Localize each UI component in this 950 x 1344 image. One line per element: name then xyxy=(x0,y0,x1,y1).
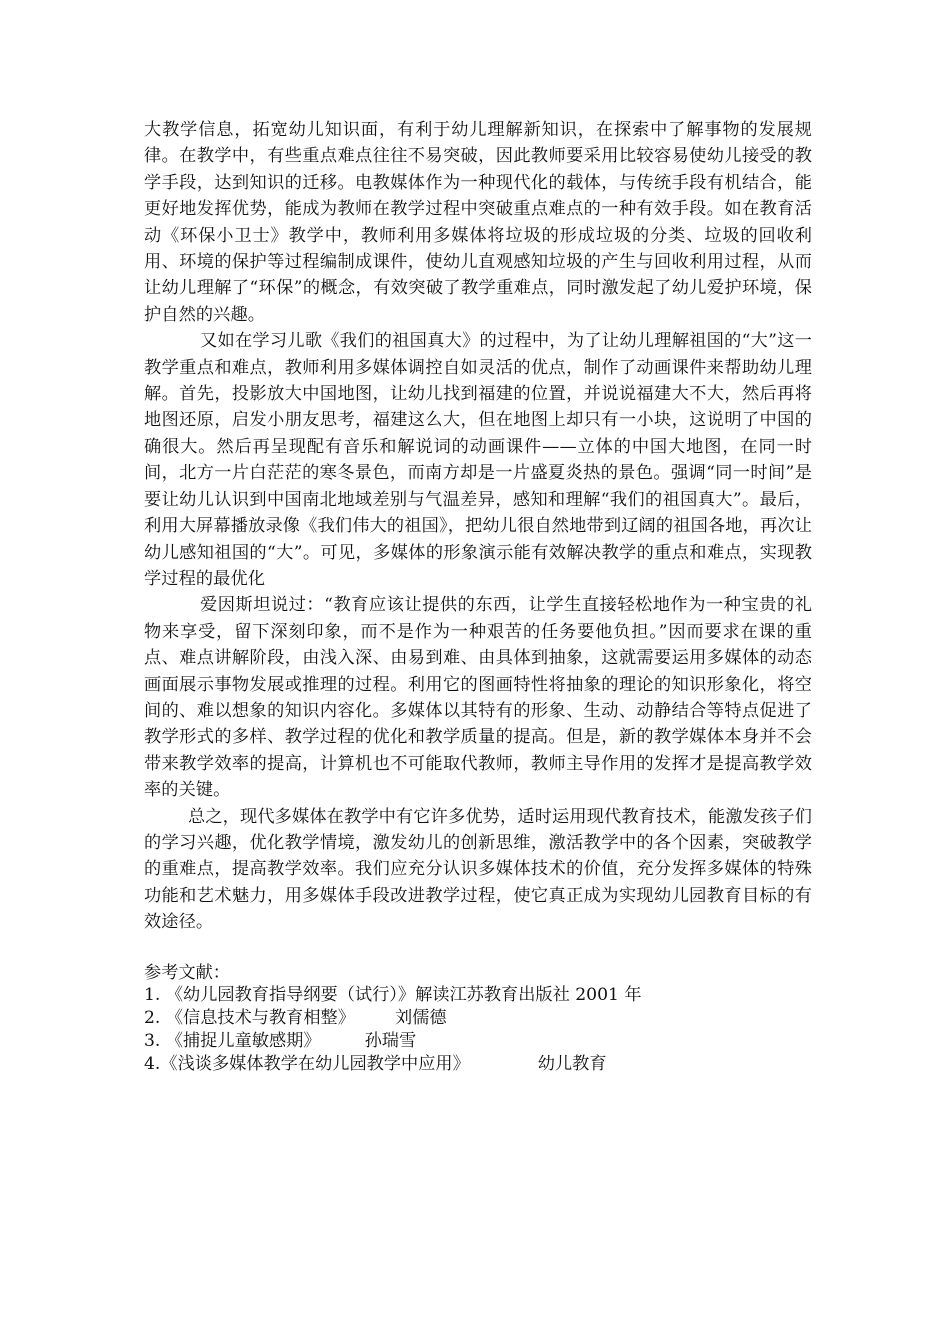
references-section xyxy=(144,962,812,1076)
paragraph-2: 又如在学习儿歌《我们的祖国真大》的过程中，为了让幼儿理解祖国的“大”这一教学重点和难点，教师利用多媒体调控自如灵活的优点，制作了动画课件来帮助幼儿理解。首先，投影放大中国地图，让幼儿找到福建的位置，并说说福建大不大，然后再将地图还原，启发小朋友思考，福建这么大，但在地图上却只有一小块，这说明了中国的确很大。然后再呈现配有音乐和解说词的动画课件——立体的中国大地图，在同一时间，北方一片白茫茫的寒冬景色，而南方却是一片盛夏炎热的景色。强调“同一时间”是要让幼儿认识到中国南北地域差别与气温差异，感知和理解“我们的祖国真大”。最后，利用大屏幕播放录像《我们伟大的祖国》，把幼儿很自然地带到辽阔的祖国各地，再次让幼儿感知祖国的“大”。可见，多媒体的形象演示能有效解决教学的重点和难点，实现教学过程的最优化 xyxy=(144,331,812,589)
reference-item xyxy=(144,1007,812,1030)
reference-title: 4.《浅谈多媒体教学在幼儿园教学中应用》 xyxy=(144,1053,470,1074)
reference-author: 刘儒德 xyxy=(394,1008,447,1029)
document-page xyxy=(144,117,812,1076)
reference-item xyxy=(144,1053,812,1076)
reference-title: 2. 《信息技术与教育相整》 xyxy=(144,1008,355,1029)
paragraph-1: 大教学信息，拓宽幼儿知识面，有利于幼儿理解新知识，在探索中了解事物的发展规律。在教学中，有些重点难点往往不易突破，因此教师要采用比较容易使幼儿接受的教学手段，达到知识的迁移。电教媒体作为一种现代化的载体，与传统手段有机结合，能更好地发挥优势，能成为教师在教学过程中突破重点难点的一种有效手段。如在教育活动《环保小卫士》教学中，教师利用多媒体将垃圾的形成垃圾的分类、垃圾的回收利用、环境的保护等过程编制成课件，使幼儿直观感知垃圾的产生与回收利用过程，从而让幼儿理解了“环保”的概念，有效突破了教学重难点，同时激发起了幼儿爱护环境，保护自然的兴趣。 xyxy=(144,120,812,325)
paragraph-3: 爱因斯坦说过：“教育应该让提供的东西，让学生直接轻松地作为一种宝贵的礼物来享受，留下深刻印象，而不是作为一种艰苦的任务要他负担。”因而要求在课的重点、难点讲解阶段，由浅入深、由易到难、由具体到抽象，这就需要运用多媒体的动态画面展示事物发展或推理的过程。利用它的图画特性将抽象的理论的知识形象化，将空间的、难以想象的知识内容化。多媒体以其特有的形象、生动、动静结合等特点促进了教学形式的多样、教学过程的优化和教学质量的提高。但是，新的教学媒体本身并不会带来教学效率的提高，计算机也不可能取代教师，教师主导作用的发挥才是提高教学效率的关键。 xyxy=(144,595,812,801)
reference-item xyxy=(144,984,812,1007)
reference-title: 1. 《幼儿园教育指导纲要（试行）》解读江苏教育出版社 2001 年 xyxy=(144,985,642,1006)
reference-title: 3. 《捕捉儿童敏感期》 xyxy=(144,1030,321,1051)
reference-author: 孙瑞雪 xyxy=(364,1030,417,1051)
reference-item xyxy=(144,1030,812,1053)
paragraph-4: 总之，现代多媒体在教学中有它许多优势，适时运用现代教育技术，能激发孩子们的学习兴趣，优化教学情境，激发幼儿的创新思维，激活教学中的各个因素，突破教学的重难点，提高教学效率。我们应充分认识多媒体技术的价值，充分发挥多媒体的特殊功能和艺术魅力，用多媒体手段改进教学过程，使它真正成为实现幼儿园教育目标的有效途径。 xyxy=(144,806,812,933)
reference-source: 幼儿教育 xyxy=(537,1053,607,1074)
references-title: 参考文献： xyxy=(144,962,230,983)
